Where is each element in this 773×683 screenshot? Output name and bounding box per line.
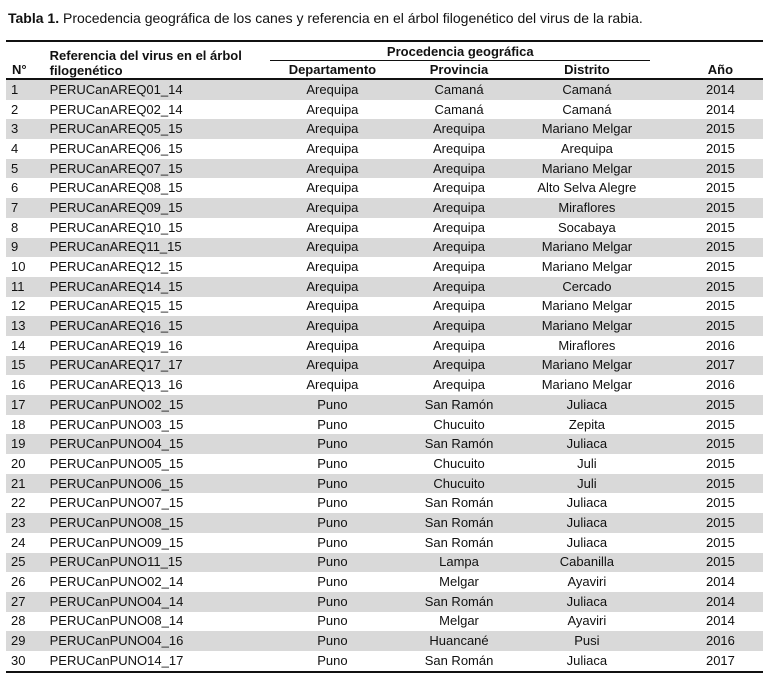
cell-distrito: Juliaca	[566, 534, 608, 550]
cell-gap	[650, 572, 678, 592]
cell-distrito: Miraflores	[523, 198, 650, 218]
cell-n: 9	[6, 238, 50, 258]
cell-anio: 2015	[678, 238, 763, 258]
cell-anio: 2015	[705, 140, 735, 156]
cell-distrito: Miraflores	[558, 337, 616, 353]
cell-ref: PERUCanAREQ12_15	[49, 259, 183, 275]
table-row	[6, 257, 763, 277]
cell-distrito: Cercado	[523, 277, 650, 297]
cell-provincia: Arequipa	[395, 356, 524, 376]
cell-n: 1	[6, 79, 50, 100]
table-row	[6, 631, 763, 651]
cell-departamento: Arequipa	[270, 159, 394, 179]
cell-anio: 2015	[678, 553, 763, 573]
cell-ref: PERUCanPUNO07_15	[49, 495, 184, 511]
cell-provincia: Arequipa	[433, 219, 486, 235]
cell-anio: 2015	[678, 159, 763, 179]
cell-provincia: Camaná	[395, 79, 524, 100]
table-row	[6, 415, 763, 435]
cell-anio: 2016	[678, 631, 763, 651]
header-gap-2	[650, 61, 678, 80]
cell-n: 23	[6, 513, 50, 533]
table-row	[6, 454, 763, 474]
table-row	[6, 139, 763, 159]
cell-ref: PERUCanAREQ16_15	[50, 316, 271, 336]
header-anio: Año	[678, 41, 763, 79]
table-header	[6, 41, 763, 79]
cell-departamento: Arequipa	[270, 119, 394, 139]
cell-n: 4	[11, 140, 19, 156]
cell-distrito: Juliaca	[523, 592, 650, 612]
header-procedencia: Procedencia geográfica	[270, 41, 650, 61]
header-ref: Referencia del virus en el árbol filogenético	[50, 41, 271, 79]
cell-n: 13	[6, 316, 50, 336]
cell-anio: 2015	[678, 434, 763, 454]
cell-anio: 2014	[705, 574, 735, 590]
table-row	[6, 119, 763, 139]
cell-departamento: Puno	[270, 434, 394, 454]
cell-departamento: Arequipa	[306, 337, 359, 353]
cell-gap	[650, 454, 678, 474]
cell-n: 14	[11, 337, 26, 353]
cell-departamento: Arequipa	[306, 377, 359, 393]
cell-gap	[650, 493, 678, 513]
cell-gap	[650, 395, 678, 415]
cell-ref: PERUCanAREQ15_15	[49, 298, 183, 314]
cell-anio: 2015	[705, 298, 735, 314]
table-caption	[8, 9, 643, 27]
cell-departamento: Arequipa	[270, 316, 394, 336]
cell-gap	[650, 79, 678, 100]
cell-departamento: Arequipa	[306, 101, 359, 117]
cell-anio: 2017	[678, 356, 763, 376]
cell-n: 25	[6, 553, 50, 573]
cell-ref: PERUCanAREQ08_15	[49, 180, 183, 196]
table-row	[6, 592, 763, 612]
cell-n: 22	[11, 495, 26, 511]
table-row	[6, 356, 763, 376]
cell-anio: 2015	[678, 395, 763, 415]
cell-provincia: San Román	[424, 495, 494, 511]
cell-departamento: Arequipa	[270, 356, 394, 376]
table-row	[6, 238, 763, 258]
cell-anio: 2015	[705, 495, 735, 511]
cell-departamento: Arequipa	[270, 79, 394, 100]
cell-distrito: Mariano Melgar	[541, 377, 633, 393]
cell-anio: 2016	[705, 377, 735, 393]
cell-provincia: Arequipa	[395, 159, 524, 179]
cell-distrito: Zepita	[568, 416, 605, 432]
header-gap	[650, 41, 678, 61]
cell-anio: 2015	[678, 277, 763, 297]
cell-ref: PERUCanAREQ17_17	[50, 356, 271, 376]
cell-departamento: Puno	[270, 513, 394, 533]
cell-anio: 2015	[705, 416, 735, 432]
cell-gap	[650, 316, 678, 336]
cell-anio: 2014	[705, 613, 735, 629]
table-row	[6, 79, 763, 100]
cell-gap	[650, 119, 678, 139]
cell-provincia: San Román	[424, 534, 494, 550]
cell-gap	[650, 631, 678, 651]
data-table	[6, 40, 763, 673]
cell-ref: PERUCanAREQ09_15	[50, 198, 271, 218]
cell-n: 3	[6, 119, 50, 139]
cell-ref: PERUCanPUNO06_15	[50, 474, 271, 494]
cell-anio: 2015	[678, 119, 763, 139]
cell-ref: PERUCanPUNO03_15	[49, 416, 184, 432]
cell-ref: PERUCanPUNO04_16	[50, 631, 271, 651]
cell-provincia: Lampa	[395, 553, 524, 573]
cell-departamento: Arequipa	[270, 198, 394, 218]
cell-anio: 2014	[678, 592, 763, 612]
cell-provincia: Arequipa	[395, 198, 524, 218]
cell-provincia: Arequipa	[395, 238, 524, 258]
cell-distrito: Mariano Melgar	[523, 159, 650, 179]
cell-anio: 2015	[678, 316, 763, 336]
cell-departamento: Arequipa	[306, 140, 359, 156]
cell-gap	[650, 592, 678, 612]
cell-n: 24	[11, 534, 26, 550]
cell-anio: 2015	[705, 534, 735, 550]
table-row	[6, 553, 763, 573]
header-n: N°	[6, 41, 50, 79]
cell-ref: PERUCanPUNO02_15	[50, 395, 271, 415]
cell-distrito: Mariano Melgar	[523, 238, 650, 258]
cell-provincia: Chucuito	[433, 416, 485, 432]
cell-gap	[650, 474, 678, 494]
cell-ref: PERUCanPUNO14_17	[50, 651, 271, 672]
cell-n: 12	[11, 298, 26, 314]
cell-provincia: Arequipa	[433, 377, 486, 393]
cell-distrito: Pusi	[523, 631, 650, 651]
cell-provincia: Arequipa	[395, 316, 524, 336]
cell-anio: 2015	[705, 219, 735, 235]
cell-n: 28	[11, 613, 26, 629]
cell-departamento: Puno	[317, 613, 348, 629]
cell-distrito: Juliaca	[566, 495, 608, 511]
cell-departamento: Puno	[270, 592, 394, 612]
cell-departamento: Arequipa	[270, 277, 394, 297]
cell-gap	[650, 356, 678, 376]
cell-gap	[650, 238, 678, 258]
cell-distrito: Socabaya	[557, 219, 616, 235]
cell-ref: PERUCanPUNO05_15	[49, 455, 184, 471]
cell-anio: 2015	[678, 198, 763, 218]
cell-provincia: Chucuito	[433, 455, 485, 471]
cell-ref: PERUCanAREQ10_15	[49, 219, 183, 235]
table-body	[6, 79, 763, 672]
cell-provincia: Melgar	[439, 613, 479, 629]
cell-ref: PERUCanPUNO08_14	[49, 613, 184, 629]
cell-provincia: Camaná	[434, 101, 484, 117]
header-distrito: Distrito	[523, 61, 650, 80]
cell-distrito: Juliaca	[523, 434, 650, 454]
cell-anio: 2014	[705, 101, 735, 117]
table-row	[6, 612, 763, 632]
cell-distrito: Mariano Melgar	[541, 298, 633, 314]
cell-n: 11	[6, 277, 50, 297]
table-row	[6, 178, 763, 198]
cell-ref: PERUCanAREQ11_15	[50, 238, 271, 258]
cell-gap	[650, 415, 678, 435]
cell-provincia: San Ramón	[395, 395, 524, 415]
cell-gap	[650, 218, 678, 238]
table-row	[6, 100, 763, 120]
cell-departamento: Puno	[270, 553, 394, 573]
cell-provincia: Melgar	[439, 574, 479, 590]
cell-gap	[650, 434, 678, 454]
table-row	[6, 277, 763, 297]
table-row	[6, 297, 763, 317]
cell-ref: PERUCanPUNO08_15	[50, 513, 271, 533]
cell-n: 10	[11, 259, 26, 275]
cell-provincia: Arequipa	[433, 259, 486, 275]
cell-departamento: Arequipa	[270, 238, 394, 258]
cell-distrito: Mariano Melgar	[541, 259, 633, 275]
cell-provincia: Arequipa	[433, 298, 486, 314]
cell-departamento: Puno	[270, 395, 394, 415]
table-row	[6, 198, 763, 218]
cell-distrito: Camaná	[562, 101, 612, 117]
cell-n: 7	[6, 198, 50, 218]
cell-departamento: Arequipa	[306, 180, 359, 196]
cell-gap	[650, 257, 678, 277]
cell-gap	[650, 139, 678, 159]
cell-n: 21	[6, 474, 50, 494]
cell-ref: PERUCanAREQ13_16	[49, 377, 183, 393]
header-provincia: Provincia	[395, 61, 524, 80]
cell-ref: PERUCanPUNO11_15	[50, 553, 271, 573]
table-row	[6, 316, 763, 336]
cell-gap	[650, 533, 678, 553]
cell-provincia: Arequipa	[433, 337, 486, 353]
cell-provincia: Arequipa	[433, 180, 486, 196]
cell-n: 26	[11, 574, 26, 590]
cell-ref: PERUCanAREQ06_15	[49, 140, 183, 156]
cell-departamento: Puno	[270, 651, 394, 672]
cell-anio: 2015	[678, 513, 763, 533]
cell-n: 2	[11, 101, 19, 117]
cell-departamento: Puno	[317, 416, 348, 432]
table-row	[6, 533, 763, 553]
cell-n: 20	[11, 455, 26, 471]
table-row	[6, 336, 763, 356]
cell-ref: PERUCanAREQ14_15	[50, 277, 271, 297]
cell-distrito: Juli	[523, 474, 650, 494]
cell-provincia: San Ramón	[395, 434, 524, 454]
cell-distrito: Juliaca	[523, 395, 650, 415]
cell-distrito: Arequipa	[560, 140, 613, 156]
header-departamento: Departamento	[270, 61, 394, 80]
cell-departamento: Arequipa	[306, 259, 359, 275]
cell-provincia: Huancané	[395, 631, 524, 651]
cell-distrito: Mariano Melgar	[523, 356, 650, 376]
cell-ref: PERUCanAREQ19_16	[49, 337, 183, 353]
table-row	[6, 375, 763, 395]
cell-n: 19	[6, 434, 50, 454]
cell-n: 17	[6, 395, 50, 415]
cell-ref: PERUCanAREQ01_14	[50, 79, 271, 100]
cell-departamento: Puno	[317, 455, 348, 471]
cell-distrito: Cabanilla	[523, 553, 650, 573]
cell-n: 8	[11, 219, 19, 235]
cell-gap	[650, 159, 678, 179]
cell-gap	[650, 100, 678, 120]
table-row	[6, 395, 763, 415]
cell-departamento: Puno	[317, 534, 348, 550]
cell-ref: PERUCanAREQ02_14	[49, 101, 183, 117]
cell-departamento: Puno	[317, 495, 348, 511]
caption-text: Procedencia geográfica de los canes y referencia en el árbol filogenético del virus de la rabia.	[59, 10, 643, 26]
table-row	[6, 572, 763, 592]
cell-departamento: Puno	[317, 574, 348, 590]
cell-n: 27	[6, 592, 50, 612]
cell-distrito: Ayaviri	[567, 613, 607, 629]
cell-anio: 2015	[705, 259, 735, 275]
table-row	[6, 159, 763, 179]
cell-distrito: Juli	[577, 455, 597, 471]
cell-ref: PERUCanPUNO04_15	[50, 434, 271, 454]
cell-anio: 2017	[678, 651, 763, 672]
cell-anio: 2015	[705, 180, 735, 196]
cell-ref: PERUCanPUNO09_15	[49, 534, 184, 550]
cell-ref: PERUCanPUNO04_14	[50, 592, 271, 612]
cell-ref: PERUCanAREQ07_15	[50, 159, 271, 179]
cell-gap	[650, 297, 678, 317]
cell-distrito: Alto Selva Alegre	[537, 180, 637, 196]
cell-departamento: Puno	[270, 631, 394, 651]
table-row	[6, 218, 763, 238]
cell-provincia: San Román	[395, 513, 524, 533]
table-row	[6, 434, 763, 454]
cell-distrito: Juliaca	[523, 651, 650, 672]
cell-gap	[650, 513, 678, 533]
cell-gap	[650, 277, 678, 297]
cell-provincia: San Román	[395, 592, 524, 612]
cell-distrito: Ayaviri	[567, 574, 607, 590]
cell-gap	[650, 198, 678, 218]
cell-n: 15	[6, 356, 50, 376]
cell-provincia: Arequipa	[433, 140, 486, 156]
cell-gap	[650, 553, 678, 573]
cell-provincia: Arequipa	[395, 277, 524, 297]
cell-anio: 2016	[705, 337, 735, 353]
table-row	[6, 651, 763, 672]
cell-n: 6	[11, 180, 19, 196]
cell-anio: 2015	[705, 455, 735, 471]
cell-gap	[650, 651, 678, 672]
cell-n: 30	[6, 651, 50, 672]
cell-departamento: Puno	[270, 474, 394, 494]
cell-departamento: Arequipa	[306, 298, 359, 314]
cell-distrito: Juliaca	[523, 513, 650, 533]
caption-label: Tabla 1.	[8, 10, 60, 26]
cell-distrito: Mariano Melgar	[523, 316, 650, 336]
cell-gap	[650, 178, 678, 198]
cell-n: 18	[11, 416, 26, 432]
cell-gap	[650, 612, 678, 632]
cell-ref: PERUCanAREQ05_15	[50, 119, 271, 139]
cell-provincia: San Román	[395, 651, 524, 672]
cell-anio: 2014	[678, 79, 763, 100]
cell-ref: PERUCanPUNO02_14	[49, 574, 184, 590]
cell-n: 16	[11, 377, 26, 393]
table-row	[6, 474, 763, 494]
cell-gap	[650, 375, 678, 395]
cell-n: 29	[6, 631, 50, 651]
cell-provincia: Chucuito	[395, 474, 524, 494]
table-row	[6, 493, 763, 513]
cell-anio: 2015	[678, 474, 763, 494]
table-row	[6, 513, 763, 533]
cell-n: 5	[6, 159, 50, 179]
cell-departamento: Arequipa	[306, 219, 359, 235]
cell-provincia: Arequipa	[395, 119, 524, 139]
cell-gap	[650, 336, 678, 356]
cell-distrito: Mariano Melgar	[523, 119, 650, 139]
cell-distrito: Camaná	[523, 79, 650, 100]
